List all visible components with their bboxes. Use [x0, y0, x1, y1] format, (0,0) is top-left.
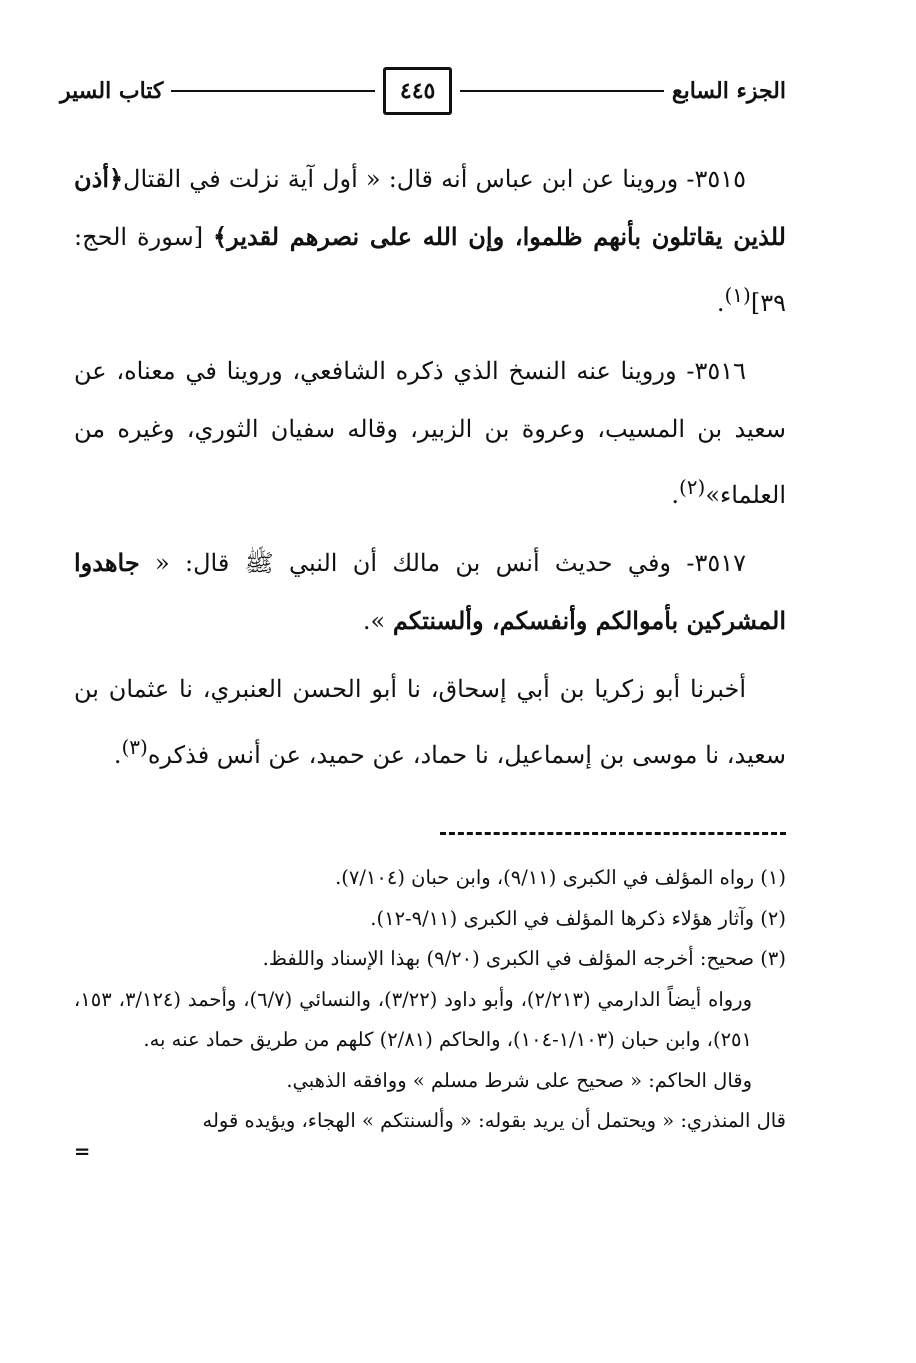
main-text: [74, 150, 786, 794]
header-rule-left: [171, 90, 375, 92]
paragraph-3517-end: ».: [362, 607, 393, 635]
footnote-2: (٢) وآثار هؤلاء ذكرها المؤلف في الكبرى (٩/١١-١٢).: [370, 906, 786, 930]
paragraph-3515-text: ٣٥١٥- وروينا عن ابن عباس أنه قال: « أول آية نزلت في القتال: [123, 165, 746, 193]
paragraph-3517-text: ٣٥١٧- وفي حديث أنس بن مالك أن النبي ﷺ قال: «: [139, 549, 746, 577]
footnote-ref-3: (٣): [121, 735, 148, 759]
paragraph-3516-end: .: [671, 481, 679, 509]
footnote-3-hakim: وقال الحاكم: « صحيح على شرط مسلم » ووافقه الذهبي.: [286, 1068, 752, 1092]
volume-title: الجزء السابع: [671, 78, 786, 104]
footnote-3: (٣) صحيح: أخرجه المؤلف في الكبرى (٩/٢٠) بهذا الإسناد واللفظ.: [262, 947, 786, 970]
paragraph-3515-end: .: [716, 289, 725, 317]
book-title: كتاب السير: [60, 78, 164, 104]
page-number: ٤٤٥: [383, 67, 452, 115]
footnote-separator: [440, 832, 786, 835]
paragraph-3517: [74, 534, 786, 650]
isnad-end: .: [113, 741, 122, 769]
hadith-text: جاهدوا المشركين بأموالكم وأنفسكم، وألسنتكم: [74, 548, 786, 635]
footnote-1: (١) رواه المؤلف في الكبرى (٩/١١)، وابن حبان (٧/١٠٤).: [335, 866, 786, 889]
isnad-text: أخبرنا أبو زكريا بن أبي إسحاق، نا أبو الحسن العنبري، نا عثمان بن سعيد، نا موسى بن إسماعيل، نا حماد، عن حميد، عن أنس فذكره: [74, 675, 786, 769]
quran-verse: ﴿أذن للذين يقاتلون بأنهم ظلموا، وإن الله على نصرهم لقدير﴾: [74, 164, 786, 251]
page-header: [60, 62, 786, 120]
footnotes: [74, 858, 786, 1162]
paragraph-3516: [74, 342, 786, 524]
footnote-ref-2: (٢): [678, 475, 706, 499]
footnote-ref-1: (١): [724, 283, 751, 307]
surah-reference: [سورة الحج: ٣٩]: [74, 223, 786, 317]
paragraph-3516-text: ٣٥١٦- وروينا عنه النسخ الذي ذكره الشافعي، وروينا في معناه، عن سعيد بن المسيب، وعروة بن الزبير، وقاله سفيان الثوري، وغيره من العلماء»: [74, 357, 786, 509]
paragraph-3515: [74, 150, 786, 332]
continuation-mark: =: [74, 1139, 91, 1163]
isnad-paragraph: [74, 660, 786, 784]
footnote-3-mundhiri: قال المنذري: « ويحتمل أن يريد بقوله: « وألسنتكم » الهجاء، ويؤيده قوله: [202, 1109, 786, 1132]
header-rule-right: [460, 90, 664, 92]
footnote-3-sources: ورواه أيضاً الدارمي (٢/٢١٣)، وأبو داود (٣/٢٢)، والنسائي (٦/٧)، وأحمد (٣/١٢٤، ١٥٣، ٢٥١)، وابن حبان (١/١٠٣-١٠٤)، والحاكم (٢/٨١) كلهم من طريق حماد عنه به.: [74, 987, 752, 1051]
